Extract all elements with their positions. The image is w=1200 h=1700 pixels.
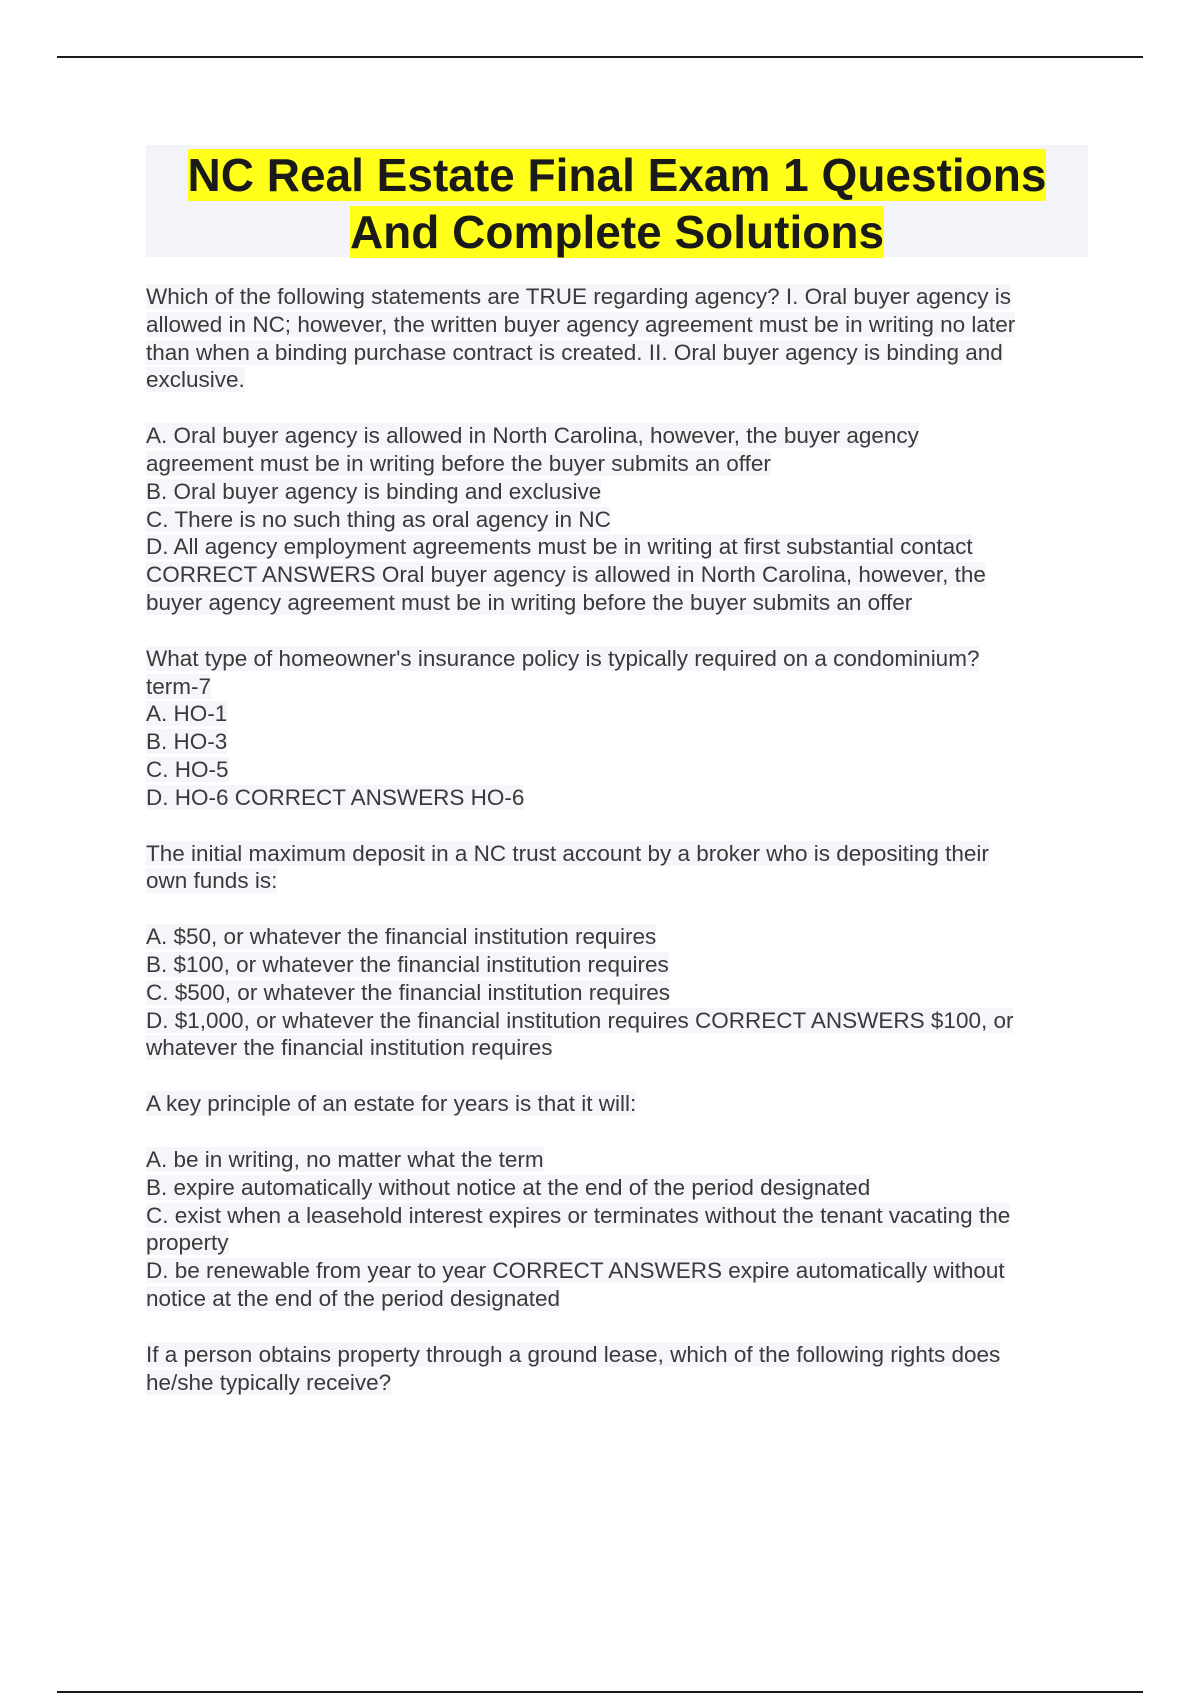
correct-answer: CORRECT ANSWERS Oral buyer agency is allowed in North Carolina, however, the: [146, 562, 986, 588]
answer-option: A. be in writing, no matter what the term: [146, 1146, 544, 1172]
bottom-rule: [57, 1691, 1143, 1693]
answer-option: D. All agency employment agreements must be in writing at first substantial contact: [146, 534, 973, 560]
question-2: [146, 645, 1094, 812]
answer-options-3: [146, 923, 1094, 1062]
question-text-line: Which of the following statements are TRUE regarding agency? I. Oral buyer agency is: [146, 284, 1012, 309]
answer-option: A. Oral buyer agency is allowed in North Carolina, however, the buyer agency: [146, 423, 919, 449]
answer-option: C. There is no such thing as oral agency in NC: [146, 506, 611, 532]
answer-option: C. $500, or whatever the financial institution requires: [146, 979, 671, 1005]
answer-options-1: [146, 422, 1094, 617]
question-text-line: exclusive.: [146, 367, 245, 393]
question-1: [146, 283, 1094, 394]
question-text-line: What type of homeowner's insurance policy is typically required on a condominium?: [146, 645, 980, 671]
answer-option: B. Oral buyer agency is binding and exclusive: [146, 478, 602, 504]
document-body: [146, 283, 1094, 1396]
question-text-line: term-7: [146, 673, 212, 699]
question-text-line: A key principle of an estate for years is that it will:: [146, 1091, 637, 1117]
correct-answer: D. $1,000, or whatever the financial institution requires CORRECT ANSWERS $100, or: [146, 1007, 1014, 1033]
answer-option: agreement must be in writing before the buyer submits an offer: [146, 450, 771, 476]
answer-option: property: [146, 1230, 229, 1256]
top-rule: [57, 56, 1143, 58]
question-text-line: he/she typically receive?: [146, 1369, 392, 1395]
question-4: [146, 1090, 1094, 1118]
answer-option: C. exist when a leasehold interest expires or terminates without the tenant vacating the: [146, 1202, 1011, 1228]
answer-options-4: [146, 1146, 1094, 1313]
question-text-line: If a person obtains property through a ground lease, which of the following rights does: [146, 1341, 1001, 1367]
answer-option: A. $50, or whatever the financial institution requires: [146, 924, 657, 950]
correct-answer: D. be renewable from year to year CORRECT ANSWERS expire automatically without: [146, 1258, 1005, 1284]
question-text-line: than when a binding purchase contract is created. II. Oral buyer agency is binding and: [146, 339, 1003, 365]
title-line-2: And Complete Solutions: [349, 206, 885, 258]
correct-answer: whatever the financial institution requires: [146, 1035, 553, 1061]
answer-option: C. HO-5: [146, 756, 229, 782]
question-text-line: own funds is:: [146, 868, 278, 894]
answer-option: A. HO-1: [146, 701, 228, 727]
correct-answer: buyer agency agreement must be in writing before the buyer submits an offer: [146, 589, 913, 615]
question-3: [146, 840, 1094, 896]
correct-answer: D. HO-6 CORRECT ANSWERS HO-6: [146, 784, 525, 810]
answer-option: B. expire automatically without notice at the end of the period designated: [146, 1174, 871, 1200]
question-text-line: The initial maximum deposit in a NC trust account by a broker who is depositing their: [146, 840, 989, 866]
answer-option: B. HO-3: [146, 729, 228, 755]
question-text-line: allowed in NC; however, the written buyer agency agreement must be in writing no later: [146, 311, 1016, 337]
question-5: [146, 1341, 1094, 1397]
document-title: [146, 147, 1088, 261]
correct-answer: notice at the end of the period designated: [146, 1285, 561, 1311]
title-line-1: NC Real Estate Final Exam 1 Questions: [187, 149, 1047, 201]
answer-option: B. $100, or whatever the financial institution requires: [146, 951, 669, 977]
